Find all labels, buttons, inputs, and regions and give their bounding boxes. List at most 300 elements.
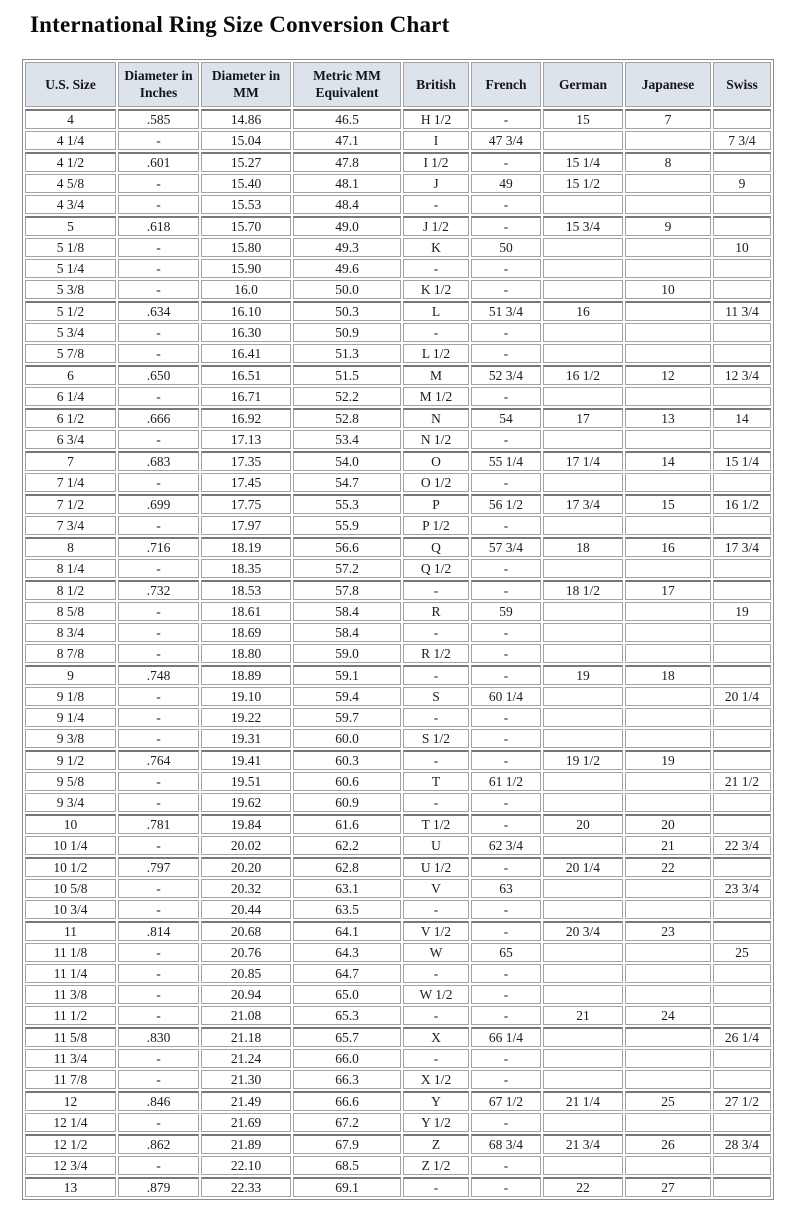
table-cell [713, 1049, 771, 1068]
table-cell [713, 814, 771, 834]
table-cell: - [118, 687, 199, 706]
table-cell: M [403, 365, 469, 385]
table-cell [543, 259, 623, 278]
table-cell: 9 [713, 174, 771, 193]
table-cell: - [471, 665, 541, 685]
table-cell: 47.1 [293, 131, 401, 150]
table-cell: - [471, 644, 541, 663]
table-cell: - [403, 195, 469, 214]
table-cell: 9 5/8 [25, 772, 116, 791]
table-cell: 19 [713, 602, 771, 621]
table-cell: 49 [471, 174, 541, 193]
table-cell: 46.5 [293, 109, 401, 129]
table-cell [543, 602, 623, 621]
table-cell: X [403, 1027, 469, 1047]
table-cell: 22 [625, 857, 711, 877]
table-cell: 56.6 [293, 537, 401, 557]
table-cell: 12 1/4 [25, 1113, 116, 1132]
table-row [25, 836, 771, 855]
table-cell: 17.97 [201, 516, 291, 535]
table-cell: 47.8 [293, 152, 401, 172]
table-cell: 52 3/4 [471, 365, 541, 385]
table-row [25, 900, 771, 919]
table-row [25, 323, 771, 342]
table-cell: 4 1/2 [25, 152, 116, 172]
table-cell: M 1/2 [403, 387, 469, 406]
table-cell [543, 708, 623, 727]
table-cell: Y 1/2 [403, 1113, 469, 1132]
table-cell: 21 3/4 [543, 1134, 623, 1154]
table-cell: 4 [25, 109, 116, 129]
table-cell: - [118, 1070, 199, 1089]
table-cell: 12 1/2 [25, 1134, 116, 1154]
table-cell [625, 131, 711, 150]
table-cell [543, 687, 623, 706]
table-cell: - [118, 259, 199, 278]
table-cell: 54 [471, 408, 541, 428]
table-cell: - [471, 900, 541, 919]
table-row [25, 985, 771, 1004]
column-header: German [543, 62, 623, 107]
table-cell: T [403, 772, 469, 791]
column-header: U.S. Size [25, 62, 116, 107]
table-header-row [25, 62, 771, 107]
table-cell: 64.3 [293, 943, 401, 962]
table-cell: .732 [118, 580, 199, 600]
table-cell [713, 644, 771, 663]
table-cell: 20 3/4 [543, 921, 623, 941]
table-cell [713, 323, 771, 342]
table-cell: 21.30 [201, 1070, 291, 1089]
table-cell: 9 [25, 665, 116, 685]
table-cell: 10 3/4 [25, 900, 116, 919]
table-cell: 18 1/2 [543, 580, 623, 600]
table-cell: 7 [25, 451, 116, 471]
table-cell [625, 985, 711, 1004]
table-cell [625, 1049, 711, 1068]
table-cell: 17 [625, 580, 711, 600]
table-cell: 59.4 [293, 687, 401, 706]
table-cell: .585 [118, 109, 199, 129]
table-cell [543, 943, 623, 962]
table-cell: 19.31 [201, 729, 291, 748]
table-cell: 9 1/4 [25, 708, 116, 727]
table-cell: 16.92 [201, 408, 291, 428]
table-cell: - [471, 985, 541, 1004]
table-cell: 11 3/4 [25, 1049, 116, 1068]
table-cell: 12 3/4 [713, 365, 771, 385]
table-cell [625, 1027, 711, 1047]
table-cell: 23 [625, 921, 711, 941]
table-cell: - [471, 964, 541, 983]
table-cell: - [403, 750, 469, 770]
table-cell [543, 323, 623, 342]
table-row [25, 750, 771, 770]
table-body [25, 109, 771, 1197]
table-cell: 50.0 [293, 280, 401, 299]
table-cell [625, 195, 711, 214]
table-cell: 22.10 [201, 1156, 291, 1175]
table-cell [713, 729, 771, 748]
table-cell: - [118, 602, 199, 621]
table-cell: 16 1/2 [713, 494, 771, 514]
table-cell: 17.75 [201, 494, 291, 514]
table-row [25, 1177, 771, 1197]
table-row [25, 964, 771, 983]
table-row [25, 729, 771, 748]
table-cell: 55.9 [293, 516, 401, 535]
table-cell [625, 708, 711, 727]
table-row [25, 216, 771, 236]
table-cell: 11 [25, 921, 116, 941]
table-cell: - [118, 516, 199, 535]
table-cell: 17 3/4 [543, 494, 623, 514]
table-cell: 8 5/8 [25, 602, 116, 621]
table-cell: - [118, 793, 199, 812]
table-cell [625, 344, 711, 363]
table-cell: - [118, 195, 199, 214]
table-cell: - [403, 900, 469, 919]
table-cell: 21.18 [201, 1027, 291, 1047]
table-cell: 16.51 [201, 365, 291, 385]
table-cell: V 1/2 [403, 921, 469, 941]
table-cell: 22 3/4 [713, 836, 771, 855]
table-row [25, 408, 771, 428]
table-cell [713, 559, 771, 578]
table-cell: - [118, 644, 199, 663]
table-cell: 62.8 [293, 857, 401, 877]
table-cell: - [471, 344, 541, 363]
table-cell: - [471, 216, 541, 236]
table-cell: .666 [118, 408, 199, 428]
table-cell: 52.8 [293, 408, 401, 428]
table-cell: X 1/2 [403, 1070, 469, 1089]
table-cell: 18.69 [201, 623, 291, 642]
table-cell: - [403, 708, 469, 727]
table-cell: 8 [25, 537, 116, 557]
table-cell: 18 [543, 537, 623, 557]
table-cell: - [471, 473, 541, 492]
table-cell [713, 623, 771, 642]
table-cell: - [118, 344, 199, 363]
table-cell: Q 1/2 [403, 559, 469, 578]
table-cell: 8 1/4 [25, 559, 116, 578]
table-cell [713, 259, 771, 278]
table-cell: J 1/2 [403, 216, 469, 236]
table-cell [625, 323, 711, 342]
table-cell: 20.02 [201, 836, 291, 855]
table-cell [543, 195, 623, 214]
table-row [25, 1113, 771, 1132]
table-cell [713, 109, 771, 129]
table-row [25, 559, 771, 578]
table-cell: 5 3/4 [25, 323, 116, 342]
table-row [25, 152, 771, 172]
table-cell: 17 1/4 [543, 451, 623, 471]
table-cell [625, 687, 711, 706]
table-cell: 20 [543, 814, 623, 834]
table-cell: 62.2 [293, 836, 401, 855]
table-cell: - [471, 921, 541, 941]
table-cell: 10 5/8 [25, 879, 116, 898]
table-row [25, 687, 771, 706]
table-cell: 20.44 [201, 900, 291, 919]
table-row [25, 814, 771, 834]
table-cell: - [403, 964, 469, 983]
table-cell: P 1/2 [403, 516, 469, 535]
table-cell: 5 [25, 216, 116, 236]
table-cell [543, 879, 623, 898]
table-cell: - [471, 580, 541, 600]
table-row [25, 259, 771, 278]
table-cell: 60.9 [293, 793, 401, 812]
table-cell: 15.04 [201, 131, 291, 150]
table-cell: - [118, 131, 199, 150]
table-cell: - [118, 430, 199, 449]
table-cell: 54.0 [293, 451, 401, 471]
table-cell [713, 708, 771, 727]
table-cell: 20 1/4 [713, 687, 771, 706]
table-cell: 15 [625, 494, 711, 514]
page-title: International Ring Size Conversion Chart [30, 12, 450, 37]
table-cell: - [118, 985, 199, 1004]
table-cell: 52.2 [293, 387, 401, 406]
table-cell: 53.4 [293, 430, 401, 449]
table-cell: - [471, 623, 541, 642]
table-row [25, 430, 771, 449]
table-row [25, 943, 771, 962]
table-cell [543, 344, 623, 363]
table-cell: 54.7 [293, 473, 401, 492]
table-row [25, 665, 771, 685]
table-cell: 10 [25, 814, 116, 834]
table-cell: 21 [625, 836, 711, 855]
table-cell: 20.20 [201, 857, 291, 877]
table-cell: 16.30 [201, 323, 291, 342]
table-row [25, 772, 771, 791]
table-cell: - [471, 1156, 541, 1175]
table-cell: 6 3/4 [25, 430, 116, 449]
table-cell: 66 1/4 [471, 1027, 541, 1047]
table-row [25, 387, 771, 406]
table-cell: - [471, 109, 541, 129]
table-cell [625, 900, 711, 919]
table-cell: 9 3/4 [25, 793, 116, 812]
table-cell: O [403, 451, 469, 471]
table-cell: 16 1/2 [543, 365, 623, 385]
table-cell: 67.2 [293, 1113, 401, 1132]
table-cell [543, 985, 623, 1004]
table-cell: O 1/2 [403, 473, 469, 492]
table-cell: .716 [118, 537, 199, 557]
table-cell: Z 1/2 [403, 1156, 469, 1175]
table-cell: - [118, 964, 199, 983]
table-cell [625, 943, 711, 962]
table-row [25, 857, 771, 877]
table-cell: - [118, 943, 199, 962]
table-cell: 66.6 [293, 1091, 401, 1111]
table-cell [543, 1070, 623, 1089]
table-cell: 65 [471, 943, 541, 962]
table-cell: K 1/2 [403, 280, 469, 299]
table-row [25, 344, 771, 363]
table-cell: 11 3/4 [713, 301, 771, 321]
table-cell: 18.35 [201, 559, 291, 578]
table-cell: 20 1/4 [543, 857, 623, 877]
table-cell: 6 1/4 [25, 387, 116, 406]
table-cell: 27 [625, 1177, 711, 1197]
table-cell: - [118, 900, 199, 919]
table-cell: 58.4 [293, 623, 401, 642]
table-cell [713, 964, 771, 983]
table-cell: 7 3/4 [25, 516, 116, 535]
table-cell: 7 [625, 109, 711, 129]
table-cell: 5 1/2 [25, 301, 116, 321]
table-cell: K [403, 238, 469, 257]
table-cell: 67.9 [293, 1134, 401, 1154]
table-cell: 9 3/8 [25, 729, 116, 748]
table-cell: - [471, 857, 541, 877]
table-cell: - [471, 729, 541, 748]
table-cell: - [118, 1156, 199, 1175]
table-cell: 64.1 [293, 921, 401, 941]
table-cell [713, 280, 771, 299]
table-cell: - [471, 1177, 541, 1197]
table-cell: 16.41 [201, 344, 291, 363]
table-cell: .634 [118, 301, 199, 321]
table-cell: 18.61 [201, 602, 291, 621]
table-cell: 19 1/2 [543, 750, 623, 770]
table-cell: - [118, 623, 199, 642]
ring-size-conversion-table [22, 59, 774, 1200]
table-cell [625, 1070, 711, 1089]
table-cell: 13 [25, 1177, 116, 1197]
table-cell: 21.69 [201, 1113, 291, 1132]
table-row [25, 195, 771, 214]
table-cell: 68 3/4 [471, 1134, 541, 1154]
table-cell: - [403, 1006, 469, 1025]
table-cell [625, 602, 711, 621]
table-cell: - [471, 814, 541, 834]
table-cell [625, 729, 711, 748]
table-cell: 18 [625, 665, 711, 685]
table-cell: 10 [625, 280, 711, 299]
table-cell: 7 1/2 [25, 494, 116, 514]
table-cell: 17.45 [201, 473, 291, 492]
table-cell: 26 [625, 1134, 711, 1154]
table-cell: R 1/2 [403, 644, 469, 663]
table-cell: 28 3/4 [713, 1134, 771, 1154]
table-cell: 57.8 [293, 580, 401, 600]
table-row [25, 793, 771, 812]
table-cell: 50.3 [293, 301, 401, 321]
table-cell: - [471, 750, 541, 770]
table-cell: 16 [543, 301, 623, 321]
table-cell: 47 3/4 [471, 131, 541, 150]
table-cell: .781 [118, 814, 199, 834]
table-cell: 11 1/4 [25, 964, 116, 983]
table-cell: 10 [713, 238, 771, 257]
table-cell: 15 1/2 [543, 174, 623, 193]
table-row [25, 708, 771, 727]
table-cell [543, 559, 623, 578]
table-cell: 18.80 [201, 644, 291, 663]
table-cell [543, 729, 623, 748]
column-header: British [403, 62, 469, 107]
table-cell [713, 195, 771, 214]
table-cell: 19.51 [201, 772, 291, 791]
table-cell: 5 1/8 [25, 238, 116, 257]
table-cell: 60.3 [293, 750, 401, 770]
table-cell [543, 280, 623, 299]
table-cell [713, 387, 771, 406]
table-cell: - [118, 708, 199, 727]
table-cell: 21.08 [201, 1006, 291, 1025]
table-cell [713, 580, 771, 600]
table-cell: 11 1/8 [25, 943, 116, 962]
table-cell [543, 131, 623, 150]
table-cell: 15 [543, 109, 623, 129]
column-header: Japanese [625, 62, 711, 107]
table-cell: .862 [118, 1134, 199, 1154]
table-row [25, 1070, 771, 1089]
table-cell [543, 1113, 623, 1132]
table-cell: 66.0 [293, 1049, 401, 1068]
table-cell: 50 [471, 238, 541, 257]
table-cell: 19 [543, 665, 623, 685]
table-cell: - [471, 1113, 541, 1132]
table-row [25, 1006, 771, 1025]
table-cell [625, 964, 711, 983]
table-cell: T 1/2 [403, 814, 469, 834]
table-cell: Y [403, 1091, 469, 1111]
table-cell: 6 [25, 365, 116, 385]
table-cell: 10 1/4 [25, 836, 116, 855]
table-cell: J [403, 174, 469, 193]
table-cell: 68.5 [293, 1156, 401, 1175]
table-cell: - [403, 623, 469, 642]
table-cell [543, 516, 623, 535]
table-cell: 5 3/8 [25, 280, 116, 299]
table-cell: 5 1/4 [25, 259, 116, 278]
table-cell: - [403, 259, 469, 278]
table-cell: N [403, 408, 469, 428]
table-cell: 7 3/4 [713, 131, 771, 150]
table-cell: 5 7/8 [25, 344, 116, 363]
table-cell [543, 1049, 623, 1068]
table-cell: W 1/2 [403, 985, 469, 1004]
table-cell: 8 1/2 [25, 580, 116, 600]
table-cell: 17.35 [201, 451, 291, 471]
table-cell: - [471, 195, 541, 214]
table-cell: 18.19 [201, 537, 291, 557]
table-cell: .814 [118, 921, 199, 941]
table-cell: - [118, 559, 199, 578]
page [0, 12, 794, 1200]
table-cell [713, 430, 771, 449]
table-cell: - [118, 836, 199, 855]
table-cell: 15 1/4 [713, 451, 771, 471]
table-cell: 26 1/4 [713, 1027, 771, 1047]
table-cell: - [403, 323, 469, 342]
table-cell: 15.80 [201, 238, 291, 257]
table-cell [625, 516, 711, 535]
table-cell: 15.53 [201, 195, 291, 214]
column-header: Swiss [713, 62, 771, 107]
table-cell [713, 857, 771, 877]
table-cell: 15.70 [201, 216, 291, 236]
table-cell [713, 1113, 771, 1132]
